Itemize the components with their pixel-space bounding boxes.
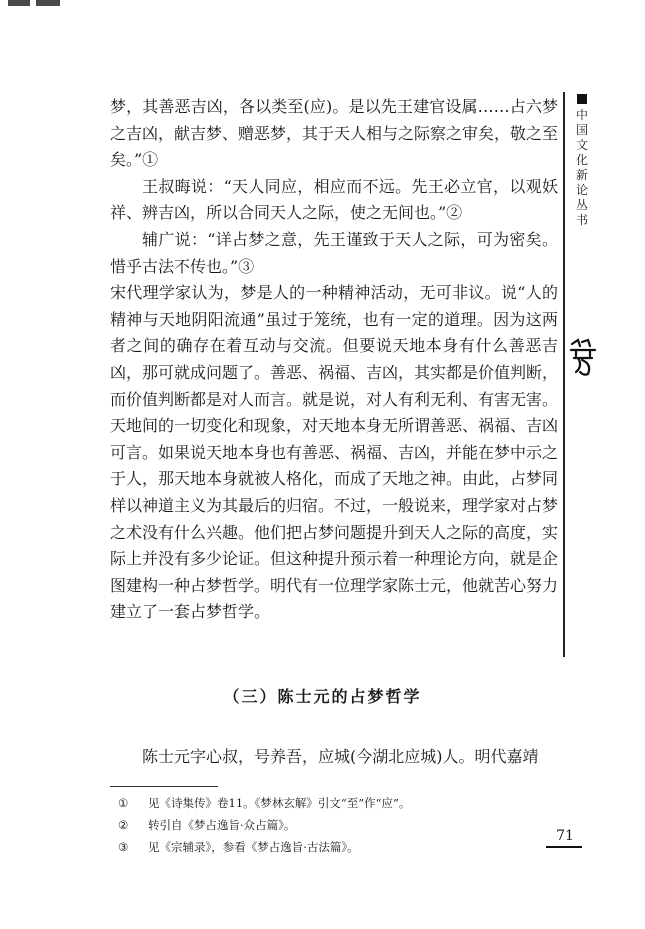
series-char: 中 bbox=[575, 108, 588, 122]
series-char: 文 bbox=[575, 138, 588, 152]
footnotes bbox=[118, 792, 538, 858]
series-char: 国 bbox=[575, 123, 588, 137]
section-title: （三）陈士元的占梦哲学 bbox=[223, 687, 422, 706]
main-text bbox=[110, 94, 558, 626]
footnote-rule bbox=[110, 786, 218, 787]
footnote-number: ③ bbox=[118, 840, 129, 854]
series-square-icon bbox=[577, 94, 587, 104]
series-title bbox=[575, 94, 589, 228]
footnote bbox=[118, 836, 538, 858]
paragraph-last: 陈士元字心叔，号养吾，应城(今湖北应城)人。明代嘉靖 bbox=[142, 747, 539, 766]
paragraph-body: 宋代理学家认为，梦是人的一种精神活动，无可非议。说“人的精神与天地阴阳流通”虽过于笼统，也有一定的道理。因为这两者之间的确存在着互动与交流。但要说天地本身有什么善恶吉凶，那可就成问题了。善恶、祸福、吉凶，其实都是价值判断，而价值判断都是对人而言。就是说，对人有利无利、有害无害。天地间的一切变化和现象，对天地本身无所谓善恶、祸福、吉凶可言。如果说天地本身也有善恶、祸福、吉凶，并能在梦中示之于人，那天地本身就被人格化，而成了天地之神。由此，占梦同样以神道主义为其最后的归宿。不过，一般说来，理学家对占梦之术没有什么兴趣。他们把占梦问题提升到天人之际的高度，实际上并没有多少论证。但这种提升预示着一种理论方向，就是企图建构一种占梦哲学。明代有一位理学家陈士元，他就苦心努力建立了一套占梦哲学。 bbox=[110, 283, 559, 622]
paragraph-quote-2: 王叔晦说：“天人同应，相应而不远。先王必立官，以观妖祥、辨吉凶，所以合同天人之际，使之无间也。”② bbox=[110, 176, 558, 223]
series-char: 新 bbox=[575, 168, 588, 182]
footnote-text: 转引自《梦占逸旨·众占篇》。 bbox=[148, 818, 296, 832]
paragraph-quote-1: 梦，其善恶吉凶，各以类至(应)。是以先王建官设属……占六梦之吉凶，献吉梦、赠恶梦，其于天人相与之际察之审矣，敬之至矣。”① bbox=[110, 97, 559, 170]
top-edge-mark bbox=[8, 0, 60, 6]
series-char: 论 bbox=[575, 183, 588, 197]
paragraph-quote-3: 辅广说：“详占梦之意，先王谨致于天人之际，可为密矣。惜乎古法不传也。”③ bbox=[110, 229, 558, 276]
footnote bbox=[118, 792, 538, 814]
footnote-text: 见《宗辅录》，参看《梦占逸旨·古法篇》。 bbox=[148, 840, 359, 854]
series-char: 书 bbox=[575, 213, 588, 227]
page-number-rule bbox=[546, 846, 582, 848]
footnote-text: 见《诗集传》卷11。《梦林玄解》引文“至”作“应”。 bbox=[148, 796, 411, 810]
side-rule bbox=[563, 92, 565, 657]
series-char: 丛 bbox=[575, 198, 588, 212]
footnote bbox=[118, 814, 538, 836]
footnote-number: ① bbox=[118, 796, 129, 810]
page-number: 71 bbox=[556, 828, 574, 844]
series-char: 化 bbox=[575, 153, 588, 167]
footnote-number: ② bbox=[118, 818, 129, 832]
dream-emblem-icon bbox=[568, 338, 598, 378]
